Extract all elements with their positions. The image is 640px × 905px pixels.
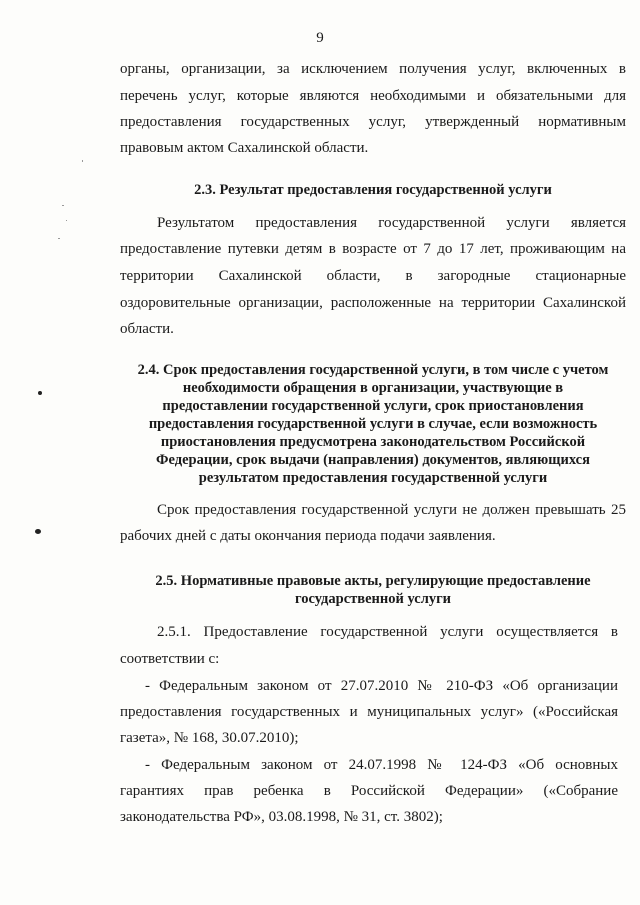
paragraph-line: газета», № 168, 30.07.2010); bbox=[120, 730, 299, 746]
section-heading-2-5-line: 2.5. Нормативные правовые акты, регулирующие предоставление bbox=[155, 573, 591, 589]
section-heading-2-4-line: результатом предоставления государственной услуги bbox=[198, 470, 548, 486]
section-heading-2-4-line: необходимости обращения в организации, участвующие в bbox=[182, 380, 564, 396]
paragraph-line: правовым актом Сахалинской области. bbox=[120, 140, 369, 156]
paragraph-line: законодательства РФ», 03.08.1998, № 31, ст. 3802); bbox=[120, 809, 443, 825]
paragraph-line: предоставления государственных услуг, утвержденный нормативным bbox=[120, 114, 626, 130]
paragraph-line: предоставления государственных и муниципальных услуг» («Российская bbox=[120, 704, 618, 720]
scan-speck bbox=[62, 205, 64, 206]
scan-mark bbox=[35, 529, 41, 534]
scan-speck bbox=[58, 238, 60, 239]
paragraph-line: - Федеральным законом от 24.07.1998 № 124-ФЗ «Об основных bbox=[145, 757, 618, 773]
paragraph-line: перечень услуг, которые являются необходимыми и обязательными для bbox=[120, 88, 626, 104]
paragraph-line: области. bbox=[120, 321, 174, 337]
scan-speck bbox=[82, 160, 83, 162]
paragraph-line: соответствии с: bbox=[120, 651, 220, 667]
section-heading-2-4-line: Федерации, срок выдачи (направления) документов, являющихся bbox=[156, 452, 590, 468]
paragraph-line: 2.5.1. Предоставление государственной услуги осуществляется в bbox=[157, 624, 618, 640]
paragraph-line: предоставление путевки детям в возрасте от 7 до 17 лет, проживающим на bbox=[120, 241, 626, 257]
section-heading-2-4-line: предоставления государственной услуги в случае, если возможность bbox=[148, 416, 598, 432]
paragraph-line: гарантиях прав ребенка в Российской Федерации» («Собрание bbox=[120, 783, 618, 799]
section-heading-2-4-line: предоставлении государственной услуги, срок приостановления bbox=[162, 398, 584, 414]
paragraph-line: территории Сахалинской области, в загородные стационарные bbox=[120, 268, 626, 284]
scan-speck bbox=[66, 220, 67, 221]
paragraph-line: органы, организации, за исключением получения услуг, включенных в bbox=[120, 61, 626, 77]
paragraph-line: Срок предоставления государственной услуги не должен превышать 25 bbox=[157, 502, 626, 518]
paragraph-line: рабочих дней с даты окончания периода подачи заявления. bbox=[120, 528, 496, 544]
section-heading-2-5-line: государственной услуги bbox=[294, 591, 452, 607]
section-heading-2-4-line: 2.4. Срок предоставления государственной услуги, в том числе с учетом bbox=[137, 362, 609, 378]
section-heading-2-3: 2.3. Результат предоставления государственной услуги bbox=[194, 182, 552, 198]
page-number: 9 bbox=[316, 30, 324, 46]
paragraph-line: - Федеральным законом от 27.07.2010 № 210-ФЗ «Об организации bbox=[145, 678, 618, 694]
paragraph-line: оздоровительные организации, расположенные на территории Сахалинской bbox=[120, 295, 626, 311]
paragraph-line: Результатом предоставления государственной услуги является bbox=[157, 215, 626, 231]
scan-mark bbox=[38, 391, 42, 395]
section-heading-2-4-line: приостановления предусмотрена законодательством Российской bbox=[160, 434, 586, 450]
